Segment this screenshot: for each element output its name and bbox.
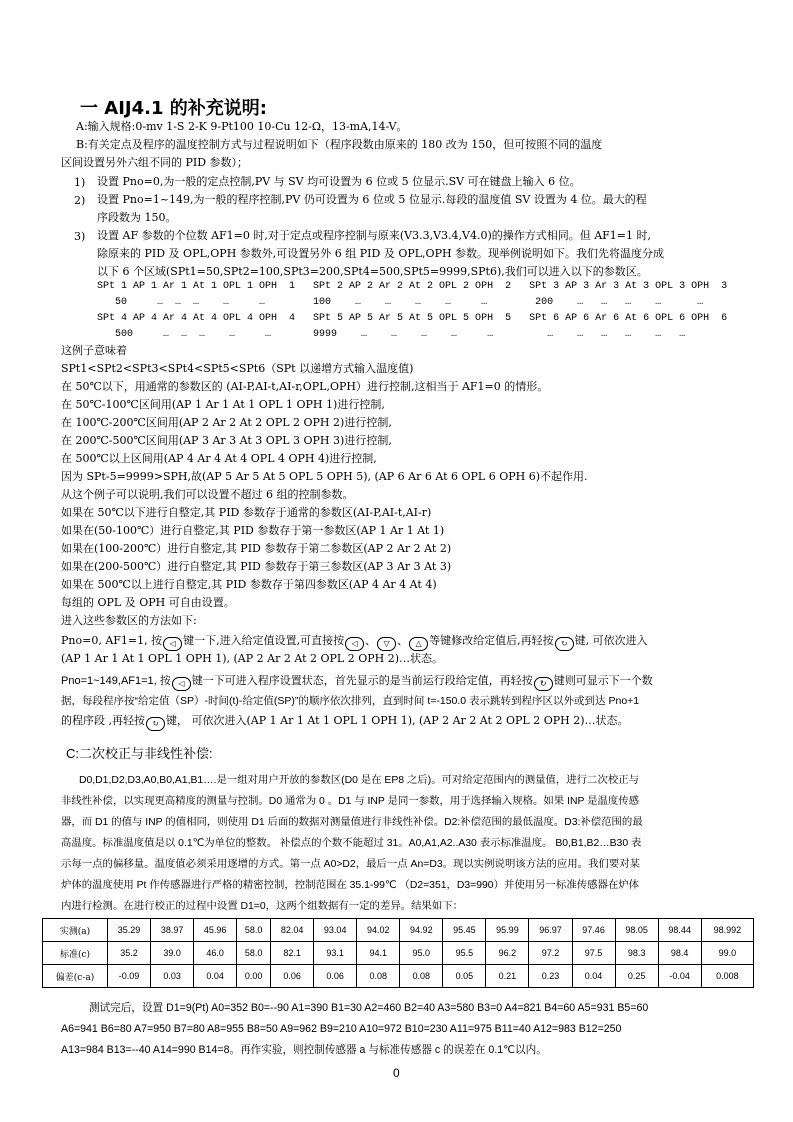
method-text: 、 <box>365 634 377 647</box>
table-cell: 0.04 <box>572 965 615 988</box>
result-line: A13=984 B13=--40 A14=990 B14=8。再作实验，则控制传感器 a 与标准传感器 c 的误差在 0.1℃以内。 <box>61 1044 547 1056</box>
left-key-icon: ◁ <box>163 637 182 651</box>
table-cell: 94.92 <box>400 919 443 942</box>
table-cell: 0.25 <box>615 965 658 988</box>
table-cell: 0.06 <box>314 965 357 988</box>
table-cell: 98.992 <box>701 919 753 942</box>
example-line: 如果在(200-500℃）进行自整定,其 PID 参数存于第三参数区(AP 3 Ar 3 At 3) <box>61 560 452 573</box>
up-key-icon: △ <box>409 637 428 651</box>
example-line: 进入这些参数区的方法如下: <box>61 614 197 627</box>
table-cell: 99.0 <box>701 942 753 965</box>
example-line: 如果在(100-200℃）进行自整定,其 PID 参数存于第二参数区(AP 2 Ar 2 At 2) <box>61 542 452 555</box>
page-number: 0 <box>393 1066 400 1080</box>
section-c-line: 器，而 D1 的值与 INP 的值相同，则使用 D1 后面的数据对测量值进行非线性补偿。D2:补偿范围的最低温度。D3:补偿范围的最 <box>61 817 643 828</box>
table-cell: 82.04 <box>271 919 314 942</box>
table-cell: 95.5 <box>443 942 486 965</box>
item-2-line-1: 设置 Pno=1~149,为一般的程序控制,PV 仍可设置为 6 位或 5 位显示.每段的温度值 SV 设置为 4 位。最大的程 <box>97 193 647 206</box>
method-text: 、 <box>397 634 409 647</box>
row-header: 偏差(c-a) <box>43 965 108 988</box>
example-line: 如果在 500℃以上进行自整定,其 PID 参数存于第四参数区(AP 4 Ar 4 At 4) <box>61 578 437 591</box>
method-text: 的程序段 ,再轻按 <box>61 714 145 727</box>
table-cell: 96.97 <box>529 919 572 942</box>
table-cell: 0.00 <box>237 965 271 988</box>
item-2-line-2: 序段数为 150。 <box>97 211 177 224</box>
method-text: 键， 可依次进入(AP 1 Ar 1 At 1 OPL 1 OPH 1), (AP 2 Ar 2 At 2 OPL 2 OPH 2)…状态。 <box>166 714 629 727</box>
example-line: 如果在(50-100℃）进行自整定,其 PID 参数存于第一参数区(AP 1 Ar 1 At 1) <box>61 524 445 537</box>
table-cell: 0.03 <box>151 965 194 988</box>
table-cell: 93.04 <box>314 919 357 942</box>
cycle-key-icon: ↻ <box>534 677 553 691</box>
table-cell: 46.0 <box>194 942 237 965</box>
item-3-line-1: 设置 AF 参数的个位数 AF1=0 时,对于定点或程序控制与原来(V3.3,V3.4,V4.0)的操作方式相同。但 AF1=1 时, <box>97 229 652 242</box>
table-cell: 97.46 <box>572 919 615 942</box>
section-c-heading: C:二次校正与非线性补偿: <box>66 746 213 761</box>
result-line: 测试完后，设置 D1=9(Pt) A0=352 B0=--90 A1=390 B1=30 A2=460 B2=40 A3=580 B3=0 A4=821 B4=60 A5=931 B5=60 <box>89 1002 649 1014</box>
example-line: 在 50℃-100℃区间用(AP 1 Ar 1 At 1 OPL 1 OPH 1)进行控制, <box>61 398 385 411</box>
table-cell: 97.5 <box>572 942 615 965</box>
method-text: Pno=1~149,AF1=1, 按 <box>61 675 171 687</box>
table-cell: 58.0 <box>237 942 271 965</box>
method-line-4: 据，每段程序按“给定值（SP）-时间(t)-给定值(SP)”的顺序依次排列，直到时间 t=-150.0 表示跳转到程序区以外或到达 Pno+1 <box>61 695 640 707</box>
example-line: 这例子意味着 <box>61 344 127 357</box>
item-1-line: 设置 Pno=0,为一般的定点控制,PV 与 SV 均可设置为 6 位或 5 位显示.SV 可在键盘上输入 6 位。 <box>97 175 581 188</box>
table-cell: 96.2 <box>486 942 529 965</box>
section-c-line: 内进行检测。在进行校正的过程中设置 D1=0，这两个组数据有一定的差异。结果如下： <box>61 901 464 912</box>
table-cell: 0.08 <box>357 965 400 988</box>
table-cell: 0.008 <box>701 965 753 988</box>
param-row: SPt 1 AP 1 Ar 1 At 1 OPL 1 OPH 1 SPt 2 AP 2 Ar 2 At 2 OPL 2 OPH 2 SPt 3 AP 3 Ar 3 At 3 OPL 3 OPH 3 <box>97 281 728 292</box>
table-cell: 35.29 <box>108 919 151 942</box>
page-title: 一 AIJ4.1 的补充说明: <box>80 98 267 119</box>
item-3-line-3: 以下 6 个区域(SPt1=50,SPt2=100,SPt3=200,SPt4=500,SPt5=9999,SPt6),我们可以进入以下的参数区。 <box>97 265 648 278</box>
method-text: 键, 可依次进入 <box>574 634 648 647</box>
method-text: 等键修改给定值后,再轻按 <box>429 634 554 647</box>
table-cell: 45.96 <box>194 919 237 942</box>
table-cell: 95.99 <box>486 919 529 942</box>
item-number: 1) <box>74 176 86 189</box>
example-line: 每组的 OPL 及 OPH 可自由设置。 <box>61 596 235 609</box>
section-b-line-2: 区间设置另外六组不同的 PID 参数）； <box>61 156 249 169</box>
example-line: 因为 SPt-5=9999>SPH,故(AP 5 Ar 5 At 5 OPL 5 OPH 5), (AP 6 Ar 6 At 6 OPL 6 OPH 6)不起作用. <box>61 470 588 483</box>
cycle-key-icon: ↻ <box>555 637 574 651</box>
table-cell: 97.2 <box>529 942 572 965</box>
left-key-icon: ◁ <box>345 637 364 651</box>
row-header: 标准(c) <box>43 942 108 965</box>
table-cell: 95.45 <box>443 919 486 942</box>
table-cell: 98.05 <box>615 919 658 942</box>
cycle-key-icon: ↻ <box>146 717 165 731</box>
table-cell: 0.21 <box>486 965 529 988</box>
table-cell: 0.04 <box>194 965 237 988</box>
method-line-2: (AP 1 Ar 1 At 1 OPL 1 OPH 1), (AP 2 Ar 2 At 2 OPL 2 OPH 2)…状态。 <box>61 652 443 665</box>
section-c-line: 高温度。标准温度值是以 0.1℃为单位的整数。 补偿点的个数不能超过 31。A0,A1,A2..A30 表示标准温度。 B0,B1,B2…B30 表 <box>61 838 642 849</box>
table-cell: 95.0 <box>400 942 443 965</box>
table-cell: 98.3 <box>615 942 658 965</box>
section-c-line: 炉体的温度使用 Pt 作传感器进行严格的精密控制，控制范围在 35.1-99℃ （D2=351，D3=990）并使用另一标准传感器在炉体 <box>61 880 640 891</box>
table-cell: -0.09 <box>108 965 151 988</box>
section-c-line: D0,D1,D2,D3,A0,B0,A1,B1….是一组对用户开放的参数区(D0 是在 EP8 之后)。可对给定范围内的测量值，进行二次校正与 <box>79 775 640 786</box>
table-cell: 0.06 <box>271 965 314 988</box>
input-spec-line: A:输入规格:0-mv 1-S 2-K 9-Pt100 10-Cu 12-Ω，13-mA,14-V。 <box>76 120 408 133</box>
example-line: 在 100℃-200℃区间用(AP 2 Ar 2 At 2 OPL 2 OPH 2)进行控制, <box>61 416 392 429</box>
item-number: 3) <box>74 230 86 243</box>
method-line-3 <box>61 672 653 691</box>
row-header: 实测(a) <box>43 919 108 942</box>
table-cell: 82.1 <box>271 942 314 965</box>
table-cell: 98.44 <box>658 919 701 942</box>
method-text: 键一下可进入程序设置状态，首先显示的是当前运行段给定值，再轻按 <box>191 675 533 687</box>
example-line: 在 200℃-500℃区间用(AP 3 Ar 3 At 3 OPL 3 OPH 3)进行控制, <box>61 434 392 447</box>
table-cell: 94.02 <box>357 919 400 942</box>
table-cell: 98.4 <box>658 942 701 965</box>
example-line: 在 500℃以上区间用(AP 4 Ar 4 At 4 OPL 4 OPH 4)进行控制, <box>61 452 377 465</box>
example-line: 如果在 50℃以下进行自整定,其 PID 参数存于通常的参数区(AI-P,AI-t,AI-r) <box>61 506 432 519</box>
item-3-line-2: 除原来的 PID 及 OPL,OPH 参数外,可设置另外 6 组 PID 及 OPL,OPH 参数。现举例说明如下。我们先将温度分成 <box>97 247 665 260</box>
method-line-5 <box>61 712 629 731</box>
table-cell: 39.0 <box>151 942 194 965</box>
example-line: 从这个例子可以说明,我们可以设置不超过 6 组的控制参数。 <box>61 488 354 501</box>
table-cell: 0.08 <box>400 965 443 988</box>
method-line-1 <box>61 632 648 651</box>
down-key-icon: ▽ <box>377 637 396 651</box>
table-row <box>43 919 754 942</box>
method-text: Pno=0, AF1=1, 按 <box>61 634 163 647</box>
method-text: 键一下,进入给定值设置,可直接按 <box>183 634 345 647</box>
table-cell: 58.0 <box>237 919 271 942</box>
table-cell: 93.1 <box>314 942 357 965</box>
table-row <box>43 965 754 988</box>
example-line: SPt1<SPt2<SPt3<SPt4<SPt5<SPt6（SPt 以递增方式输入温度值) <box>61 362 414 375</box>
table-row <box>43 942 754 965</box>
param-row: 50 … … … … … 100 … … … … … 200 … … … … … <box>97 297 704 308</box>
table-cell: 0.23 <box>529 965 572 988</box>
param-row: SPt 4 AP 4 Ar 4 At 4 OPL 4 OPH 4 SPt 5 AP 5 Ar 5 At 5 OPL 5 OPH 5 SPt 6 AP 6 Ar 6 At 6 OPL 6 OPH 6 <box>97 313 728 324</box>
param-row: 500 … … … … … 9999 … … … … … … … … … … … <box>97 329 686 340</box>
item-number: 2) <box>74 194 86 207</box>
table-cell: 0.05 <box>443 965 486 988</box>
table-cell: 94.1 <box>357 942 400 965</box>
table-cell: -0.04 <box>658 965 701 988</box>
method-text: 键则可显示下一个数 <box>553 675 653 687</box>
table-cell: 35.2 <box>108 942 151 965</box>
left-key-icon: ◁ <box>172 677 191 691</box>
result-line: A6=941 B6=80 A7=950 B7=80 A8=955 B8=50 A9=962 B9=210 A10=972 B10=230 A11=975 B11=40 A12=983 B12=250 <box>61 1023 622 1035</box>
section-b-line-1: B:有关定点及程序的温度控制方式与过程说明如下（程序段数由原来的 180 改为 150，但可按照不同的温度 <box>76 138 603 151</box>
section-c-line: 非线性补偿，以实现更高精度的测量与控制。D0 通常为 0 。D1 与 INP 是同一参数，用于选择输入规格。如果 INP 是温度传感 <box>61 796 640 807</box>
section-c-line: 示每一点的偏移量。温度值必须采用逐增的方式。第一点 A0>D2，最后一点 An=D3。现以实例说明该方法的应用。我们要对某 <box>61 859 641 870</box>
calibration-table <box>42 918 754 988</box>
example-line: 在 50℃以下，用通常的参数区的 (AI-P,AI-t,AI-r,OPL,OPH）进行控制,这相当于 AF1=0 的情形。 <box>61 380 549 393</box>
table-cell: 38.97 <box>151 919 194 942</box>
